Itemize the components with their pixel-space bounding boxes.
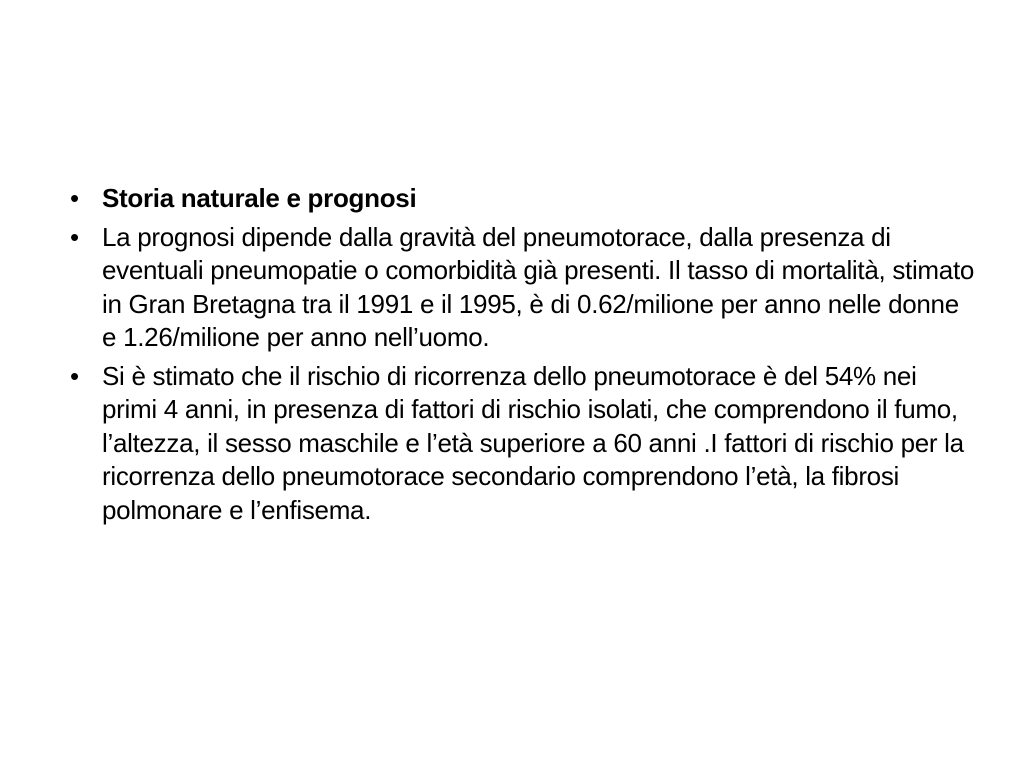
bullet-text: Storia naturale e prognosi (102, 183, 417, 213)
bullet-text: La prognosi dipende dalla gravità del pneumotorace, dalla presenza di eventuali pneumopatie o comorbidità già presenti. Il tasso di mortalità, stimato in Gran Bretagna tra il 1991 e il 1995, è di 0.62/milione per anno nelle donne e 1.26/milione per anno nell’uomo. (102, 221, 975, 352)
bullet-item-recurrence (70, 360, 975, 528)
bullet-icon: • (70, 221, 79, 252)
slide-content (70, 182, 975, 532)
bullet-icon: • (70, 360, 79, 391)
bullet-item-prognosis (70, 221, 975, 355)
bullet-item-heading (70, 182, 975, 216)
bullet-list (70, 182, 975, 527)
bullet-icon: • (70, 183, 79, 213)
bullet-text: Si è stimato che il rischio di ricorrenza dello pneumotorace è del 54% nei primi 4 anni, in presenza di fattori di rischio isolati, che comprendono il fumo, l’altezza, il sesso maschile e l’età superiore a 60 anni .I fattori di rischio per la ricorrenza dello pneumotorace secondario comprendono l’età, la fibrosi polmonare e l’enfisema. (102, 360, 964, 525)
